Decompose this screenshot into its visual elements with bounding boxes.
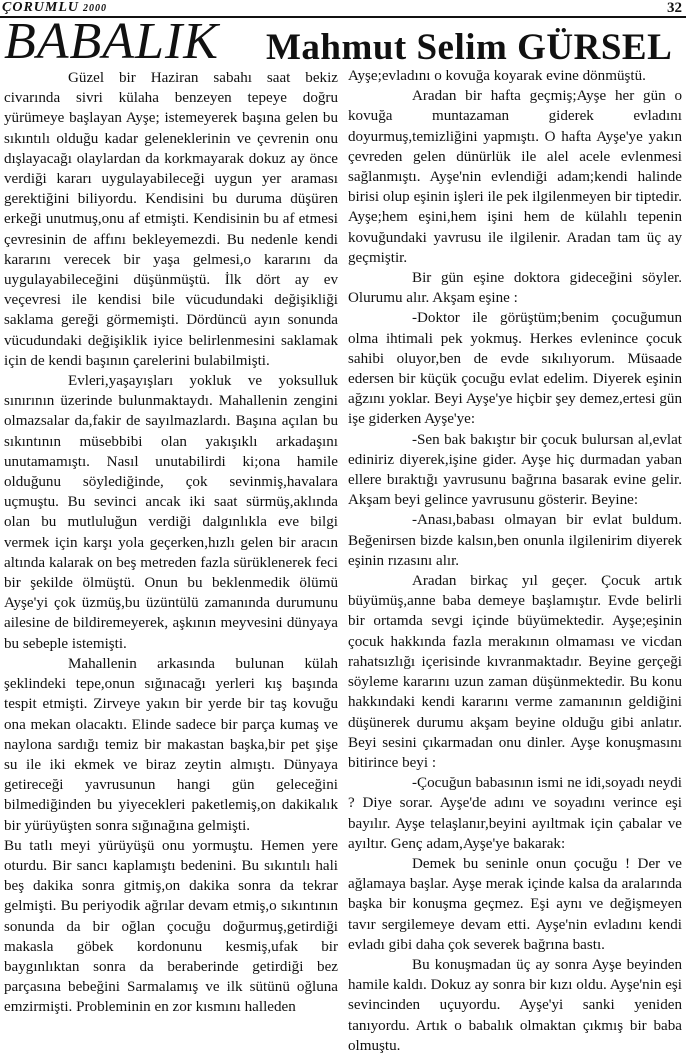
paragraph: Mahallenin arkasında bulunan külah şeklindeki tepe,onun sığınacağı yerleri kış başında tespit etmişti. Zirveye yakın bir yerde bir taş kovuğu ona mekan olacaktı. Elinde sadece bir parça kumaş ve naylona sardığı temiz bir makastan başka,bir pet şişe su ile iki ekmek ve biraz zeytin almıştı. Dünyaya getireceği yavrusunun hangi gün geleceğini bilmediğinden bu yiyecekleri paketlemiş,on dakikalık bir yürüyüşten sonra sığınağına gelmişti. — [4, 655, 338, 834]
page-number: 32 — [667, 0, 682, 16]
paragraph: Ayşe;evladını o kovuğa koyarak evine dönmüştü. — [348, 68, 646, 84]
paragraph: Aradan bir hafta geçmiş;Ayşe her gün o kovuğa muntazaman giderek evladını doyurmuş,temizliğini yapmıştı. O hafta Ayşe'ye yakın çevreden gelen dünürlük ile alel acele evlenmesi sağlanmıştı. Ayşe'nin evlendiği adam;kendi halinde birisi olup eşinin işleri ile pek ilgilenmeyen bir tiptedir. Ayşe;hem eşini,hem işini hem de külahlı tepenin kovuğundaki yavrusu ile ilgilenir. Aradan tam üç ay geçmiştir. — [348, 88, 682, 266]
paragraph: Bu tatlı meyi yürüyüşü onu yormuştu. Hemen yere oturdu. Bir sancı kaplamıştı bedenini. Bu sıkıntılı hali beş dakika sonra gitmiş,on dakika sonra da tekrar gelmişti. Bu periyodik ağrılar devam etmiş,o sıkıntının sonunda da bir oğlan çocuğu doğurmuş,getirdiği makasla göbek kordonunu kesmiş,ufak bir baygınlıktan sonra da beraberinde getirdiği bez parçasına bebeğini Sarmalamış ve ilk sütünü oğluna emzirmişti. Probleminin en zor kısmını halleden — [4, 837, 338, 1016]
paragraph: -Sen bak bakıştır bir çocuk bulursan al,evlat ediniriz diyerek,işine gider. Ayşe hiç durmadan yaban ellere bıraktığı yavrusunu bağrına basarak evine gelir. Akşam beyi gelince yavrusunu gösterir. Beyine: — [348, 431, 682, 509]
paragraph: -Çocuğun babasının ismi ne idi,soyadı neydi ? Diye sorar. Ayşe'de adını ve soyadını verince eşi bayılır. Ayşe telaşlanır,beyini ayıltmak için çabalar ve ayıltır. Genç adam,Ayşe'ye bakarak: — [348, 775, 682, 852]
article-title: BABALIK — [4, 13, 219, 70]
paragraph: Güzel bir Haziran sabahı saat bekiz civarında sivri külaha benzeyen tepeye doğru yürümeye başlayan Ayşe; istemeyerek başına gelen bu sıkıntılı olduğu kadar geleneklerinin ve çevrenin onu dışlayacağı olaylardan da korkmayarak dokuz ay önce verdiği kararı uygulayabileceği uygun yer araması gerektiğini biliyordu. Kendisini bu duruma düşüren erkeği unutmuş,onu af etmişti. Kendisinin bu af etmesi çevresinin de affını bekleyemezdi. Bu nedenle kendi kararını verecek bir yaşa gelmesi,o kararını da uygulayabileceğini düşünmüştü. İlk dört ay ev veçevresi ile kendisi bile vücudundaki değişikliği saklama gereği görmemişti. Dördüncü ayın sonunda vücudundaki değişiklik iyice belirlenmesini saklamak için de kendi başının çarelerini bulabilmişti. — [4, 70, 338, 369]
paragraph: Bir gün eşine doktora gideceğini söyler. Olurumu alır. Akşam eşine : — [348, 270, 682, 307]
right-column — [348, 66, 682, 1054]
paragraph: Evleri,yaşayışları yokluk ve yoksulluk sınırının üzerinde bulunmaktaydı. Mahallenin zengini olmazsalar da,fakir de sayılmazlardı. Başına açılan bu sıkıntının müsebbibi olan yakışıklı arkadaşını unutamamıştı. Nasıl unutabilirdi ki;ona hamile olduğunu söylediğinde, çok sevinmiş,havalara uçmuştu. Bu sevinci ancak iki saat sürmüş,aklında olan bu mutluluğun verdiği dalgınlıkla eve bilgi vermek için karşı yola geçerken,hızlı gelen bir aracın altında kalarak on beş metreden fazla sürüklenerek feci bir şekilde ölmüştü. Onun bu beklenmedik ölümü Ayşe'yi çok üzmüş,bu üzüntülü zamanında durumunu ailesine de bildiremeyerek, aşkının meyvesini dünyaya bu sebeple istemişti. — [4, 373, 338, 652]
paragraph: Demek bu seninle onun çocuğu ! Der ve ağlamaya başlar. Ayşe merak içinde kalsa da aralarında başka bir konuşma geçmez. Eşi aynı ve değişmeyen tavır sergilemeye devam etti. Ayşe'nin evladını kendi evladı gibi daha çok severek bağrına bastı. — [348, 855, 682, 953]
article-author: Mahmut Selim GÜRSEL — [266, 27, 673, 68]
paragraph: Aradan birkaç yıl geçer. Çocuk artık büyümüş,anne baba demeye başlamıştır. Evde belirli bir ortamda sevgi içinde büyümektedir. Ayşe;eşinin çocuk hakkında fazla merakının olmaması ve vicdan rahatsızlığı içerisinde kıvranmaktadır. Beyine gerçeği söyleme kararını uzun zaman düşünmektedir. Bu konu hakkındaki kendi kararını verme zamanının geldiğini düşünerek durumu akşam beyine olduğu gibi anlatır. Beyi sesini çıkarmadan onu dinler. Ayşe konuşmasını bitirince beyi : — [348, 573, 682, 771]
publication-year: 2000 — [83, 3, 108, 14]
publication-name: ÇORUMLU — [2, 0, 80, 15]
paragraph: Bu konuşmadan üç ay sonra Ayşe beyinden hamile kaldı. Dokuz ay sonra bir kızı oldu. Ayşe'nin eşi sevincinden uçuyordu. Ayşe'yi sanki yeniden tanıyordu. Artık o babalık olmaktan çıkmış bir baba olmuştu. — [348, 956, 682, 1054]
paragraph: -Doktor ile görüştüm;benim çocuğumun olma ihtimali pek yokmuş. Herkes evlenince çocuk sahibi oluyor,ben de evde sıkılıyorum. Müsaade edersen bir küçük çocuğu evlat edelim. Diyerek eşinin ağzını yoklar. Beyi Ayşe'ye hiçbir şey demez,ertesi gün işe giderken Ayşe'ye: — [348, 310, 682, 428]
paragraph: -Anası,babası olmayan bir evlat buldum. Beğenirsen bizde kalsın,ben onunla ilgilenirim diyerek eşinin rızasını alır. — [348, 512, 682, 569]
left-column — [4, 68, 338, 1020]
article-titlebar — [4, 13, 684, 72]
